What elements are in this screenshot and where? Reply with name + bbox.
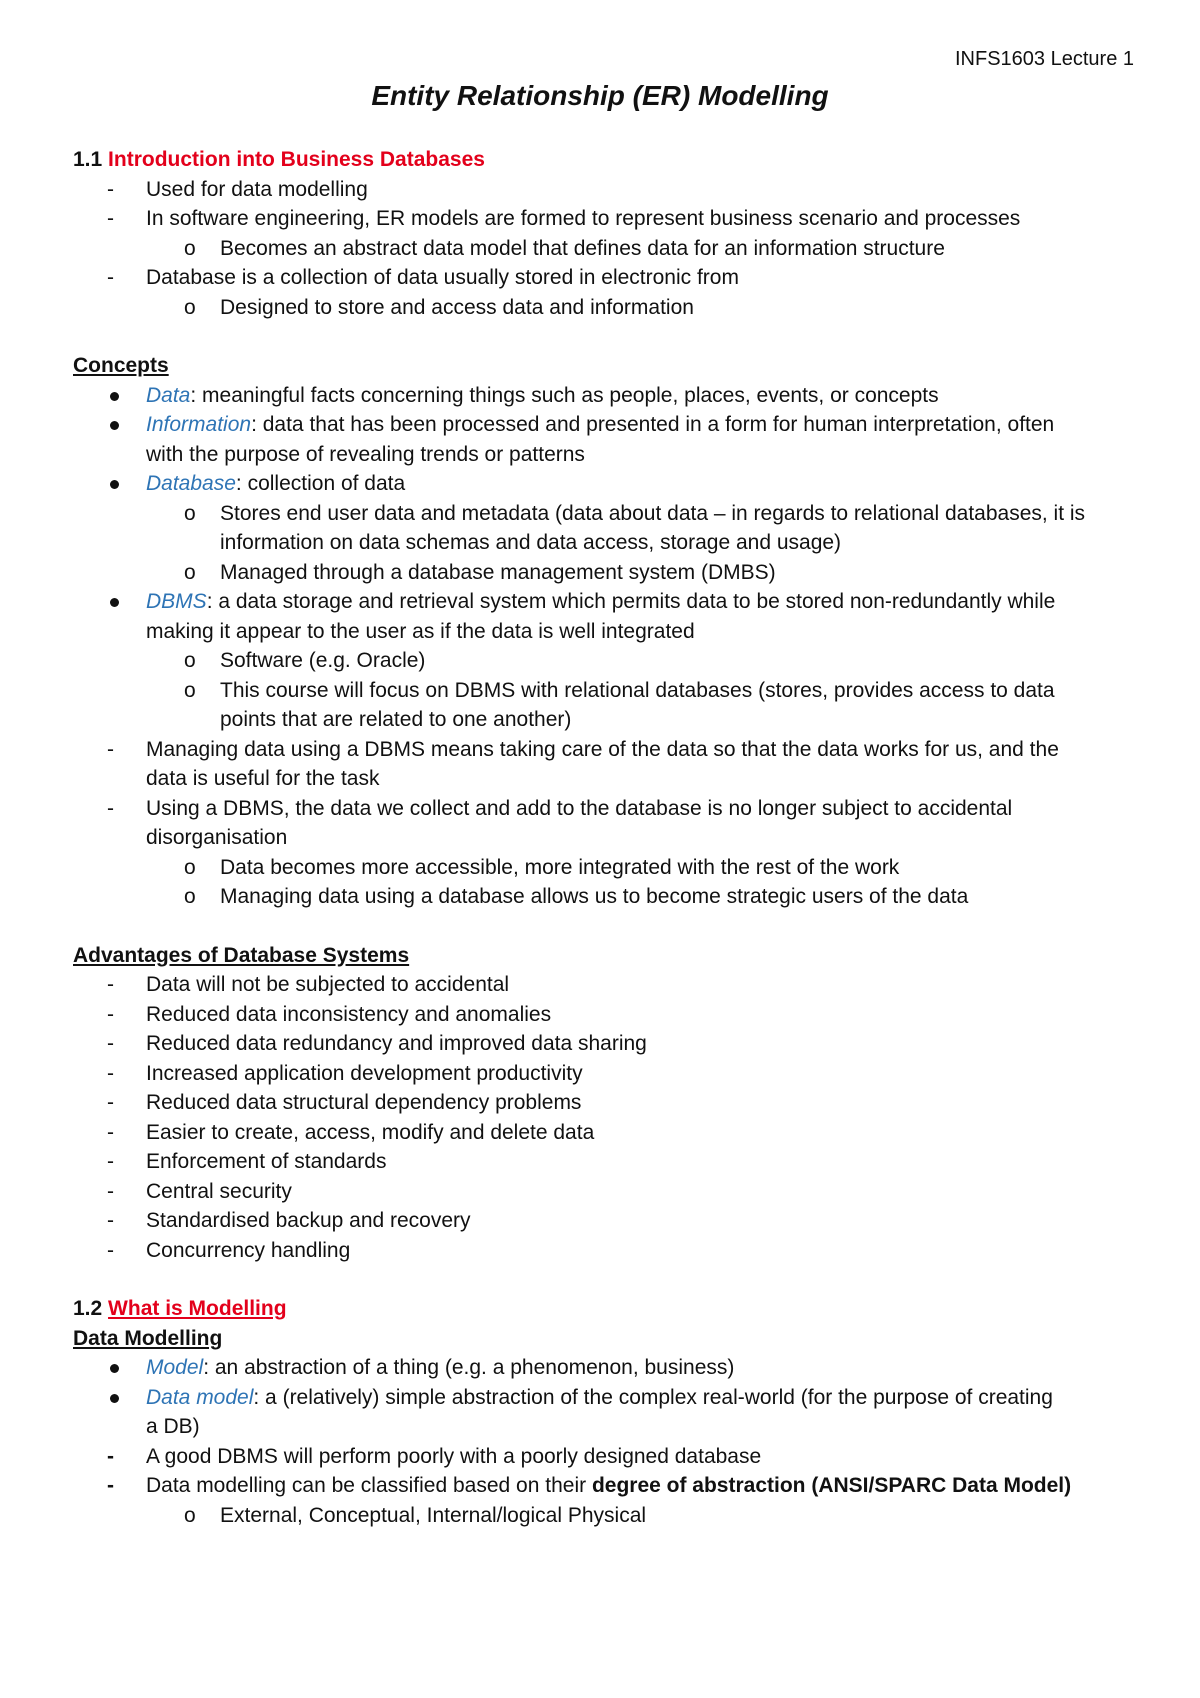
bullet-item-continuation: making it appear to the user as if the data is well integrated — [146, 619, 695, 643]
section-title: What is Modelling — [108, 1297, 287, 1320]
circle-marker: o — [184, 855, 196, 879]
list-item: - Increased application development productivity — [73, 1059, 1133, 1089]
bullet-item-database: Database: collection of data — [73, 469, 1133, 499]
circle-marker: o — [184, 649, 196, 672]
list-subitem-continuation: points that are related to one another) — [220, 708, 572, 731]
list-subitem: o Managed through a database management system (DMBS) — [73, 558, 1133, 588]
list-item: - Standardised backup and recovery — [73, 1206, 1133, 1236]
list-subitem: o Stores end user data and metadata (data about data – in regards to relational databases, it is — [73, 499, 1133, 529]
list-subitem: o Managing data using a database allows us to become strategic users of the data — [73, 882, 1133, 912]
list-subitem: o External, Conceptual, Internal/logical Physical — [73, 1501, 1133, 1531]
bullet-icon — [110, 598, 119, 607]
dash-marker: - — [107, 973, 114, 996]
list-item: - Enforcement of standards — [73, 1147, 1133, 1177]
advantages-heading: Advantages of Database Systems — [73, 943, 410, 967]
page-header: INFS1603 Lecture 1 — [955, 48, 1134, 70]
list-subitem: o Designed to store and access data and information — [73, 293, 1133, 323]
bullet-item-information: Information: data that has been processed and presented in a form for human interpretation, often — [73, 410, 1133, 440]
dash-marker: - — [107, 1061, 114, 1085]
list-item: - Database is a collection of data usually stored in electronic from — [73, 263, 1133, 293]
dash-marker: - — [107, 1474, 114, 1497]
document-body — [73, 145, 1133, 1530]
bullet-item-continuation: a DB) — [146, 1415, 200, 1438]
bullet-icon — [110, 392, 119, 401]
data-modelling-heading: Data Modelling — [73, 1326, 223, 1350]
section-heading-1-2 — [73, 1294, 1133, 1324]
bullet-item-data: Data: meaningful facts concerning things such as people, places, events, or concepts — [73, 381, 1133, 411]
dash-marker: - — [107, 737, 114, 761]
bullet-item-dbms: DBMS: a data storage and retrieval system which permits data to be stored non-redundantly while — [73, 587, 1133, 617]
list-subitem: o Software (e.g. Oracle) — [73, 646, 1133, 676]
dash-marker: - — [107, 177, 114, 201]
list-item: - Concurrency handling — [73, 1236, 1133, 1266]
circle-marker: o — [184, 236, 196, 260]
section-heading-1-1 — [73, 145, 1133, 175]
list-item: - Reduced data redundancy and improved data sharing — [73, 1029, 1133, 1059]
list-item: - A good DBMS will perform poorly with a poorly designed database — [73, 1442, 1133, 1472]
list-item: - Reduced data inconsistency and anomalies — [73, 1000, 1133, 1030]
bullet-icon — [110, 1394, 119, 1403]
list-item: - Central security — [73, 1177, 1133, 1207]
circle-marker: o — [184, 885, 196, 908]
bullet-icon — [110, 1364, 119, 1373]
list-item: - Reduced data structural dependency problems — [73, 1088, 1133, 1118]
dash-marker: - — [107, 207, 114, 230]
list-item: - Using a DBMS, the data we collect and add to the database is no longer subject to accidental — [73, 794, 1133, 824]
list-item: - In software engineering, ER models are formed to represent business scenario and processes — [73, 204, 1133, 234]
dash-marker: - — [107, 1179, 114, 1203]
circle-marker: o — [184, 501, 196, 525]
dash-marker: - — [107, 266, 114, 289]
list-subitem: o This course will focus on DBMS with relational databases (stores, provides access to data — [73, 676, 1133, 706]
concepts-heading: Concepts — [73, 354, 169, 377]
dash-marker: - — [107, 1002, 114, 1026]
bullet-icon — [110, 480, 119, 489]
bullet-item-model: Model: an abstraction of a thing (e.g. a phenomenon, business) — [73, 1353, 1133, 1383]
list-item: - Data modelling can be classified based on their degree of abstraction (ANSI/SPARC Data Model) — [73, 1471, 1133, 1501]
section-number: 1.1 — [73, 148, 103, 171]
list-item: - Used for data modelling — [73, 175, 1133, 205]
bullet-icon — [110, 421, 119, 430]
circle-marker: o — [184, 1503, 196, 1527]
bullet-item-continuation: with the purpose of revealing trends or patterns — [146, 442, 585, 466]
list-item-continuation: disorganisation — [146, 826, 288, 849]
dash-marker: - — [107, 1150, 114, 1173]
dash-marker: - — [107, 1091, 114, 1114]
dash-marker: - — [107, 1120, 114, 1144]
dash-marker: - — [107, 1032, 114, 1055]
section-number: 1.2 — [73, 1297, 103, 1320]
section-title: Introduction into Business Databases — [108, 148, 485, 171]
list-subitem: o Data becomes more accessible, more integrated with the rest of the work — [73, 853, 1133, 883]
bullet-item-data-model: Data model: a (relatively) simple abstraction of the complex real-world (for the purpose of creating — [73, 1383, 1133, 1413]
dash-marker: - — [107, 1209, 114, 1232]
list-item: - Managing data using a DBMS means taking care of the data so that the data works for us, and the — [73, 735, 1133, 765]
list-subitem: o Becomes an abstract data model that defines data for an information structure — [73, 234, 1133, 264]
circle-marker: o — [184, 678, 196, 702]
document-title: Entity Relationship (ER) Modelling — [371, 80, 829, 111]
list-item-continuation: data is useful for the task — [146, 767, 380, 790]
list-item: - Easier to create, access, modify and delete data — [73, 1118, 1133, 1148]
dash-marker: - — [107, 796, 114, 820]
circle-marker: o — [184, 295, 196, 319]
circle-marker: o — [184, 560, 196, 584]
dash-marker: - — [107, 1444, 114, 1468]
list-subitem-continuation: information on data schemas and data access, storage and usage) — [220, 531, 842, 554]
dash-marker: - — [107, 1238, 114, 1262]
list-item: - Data will not be subjected to accidental — [73, 970, 1133, 1000]
